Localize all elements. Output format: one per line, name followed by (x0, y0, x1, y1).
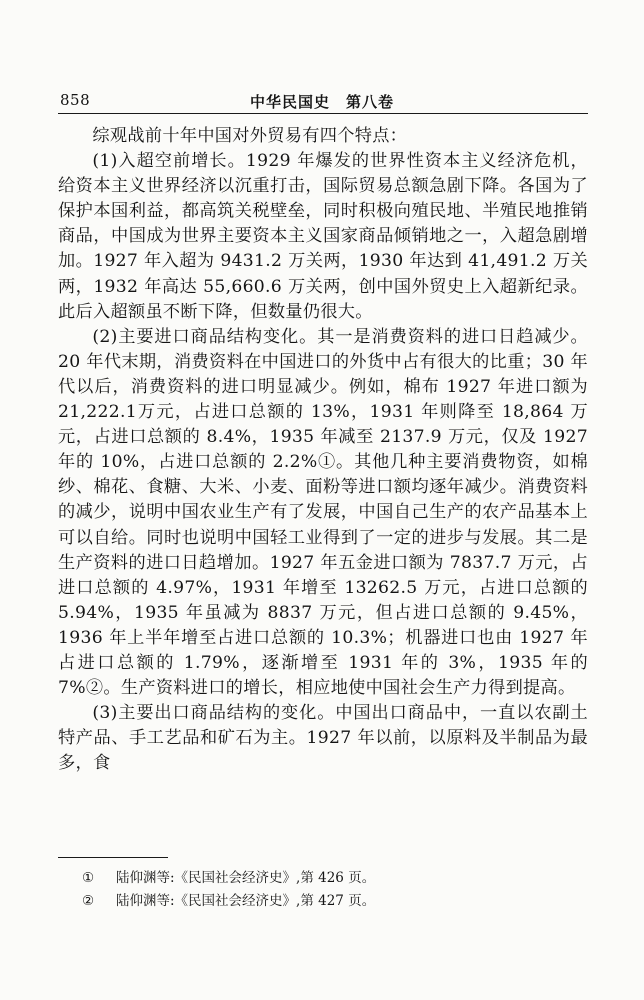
paragraph-point-3: (3)主要出口商品结构的变化。中国出口商品中，一直以农副土特产品、手工艺品和矿石为主。1927 年以前，以原料及半制品为最多，食 (58, 703, 588, 774)
footnotes (82, 867, 582, 913)
running-head: 中华民国史 第八卷 (249, 93, 394, 111)
paragraph-point-2: (2)主要进口商品结构变化。其一是消费资料的进口日趋减少。20 年代末期，消费资料在中国进口的外货中占有很大的比重；30 年代以后，消费资料的进口明显减少。例如，棉布 1927 年进口额为 21,222.1万元，占进口总额的 13%，1931 年则降至 18,864 万元，占进口总额的 8.4%，1935 年减至 2137.9 万元，仅及 1927 年的 10%，占进口总额的 2.2%①。其他几种主要消费物资，如棉纱、棉花、食糖、大米、小麦、面粉等进口额均逐年减少。消费资料的减少，说明中国农业生产有了发展，中国自己生产的农产品基本上可以自给。同时也说明中国轻工业得到了一定的进步与发展。其二是生产资料的进口日趋增加。1927 年五金进口额为 7837.7 万元，占进口总额的 4.97%，1931 年增至 13262.5 万元，占进口总额的 5.94%，1935 年虽减为 8837 万元，但占进口总额的 9.45%，1936 年上半年增至占进口总额的 10.3%；机器进口也由 1927 年占进口总额的 1.79%，逐渐增至 1931 年的 3%，1935 年的 7%②。生产资料进口的增长，相应地使中国社会生产力得到提高。 (58, 326, 588, 699)
footnote-rule (58, 857, 168, 858)
footnote-marker: ② (82, 893, 95, 909)
header-rule (58, 113, 588, 114)
page-number: 858 (60, 91, 91, 109)
footnote (82, 867, 582, 890)
paragraph-point-1: (1)入超空前增长。1929 年爆发的世界性资本主义经济危机，给资本主义世界经济以沉重打击，国际贸易总额急剧下降。各国为了保护本国利益，都高筑关税壁垒，同时积极向殖民地、半殖民地推销商品，中国成为世界主要资本主义国家商品倾销地之一，入超急剧增加。1927 年入超为 9431.2 万关两，1930 年达到 41,491.2 万关两，1932 年高达 55,660.6 万关两，创中国外贸史上入超新纪录。此后入超额虽不断下降，但数量仍很大。 (58, 151, 588, 322)
body-text (58, 124, 588, 776)
paragraph-intro: 综观战前十年中国对外贸易有四个特点： (92, 126, 408, 146)
footnote-text: 陆仰渊等:《民国社会经济史》,第 426 页。 (116, 870, 376, 886)
footnote-marker: ① (82, 870, 95, 886)
footnote-text: 陆仰渊等:《民国社会经济史》,第 427 页。 (116, 893, 376, 909)
page-header (58, 91, 586, 115)
footnote (82, 890, 582, 913)
